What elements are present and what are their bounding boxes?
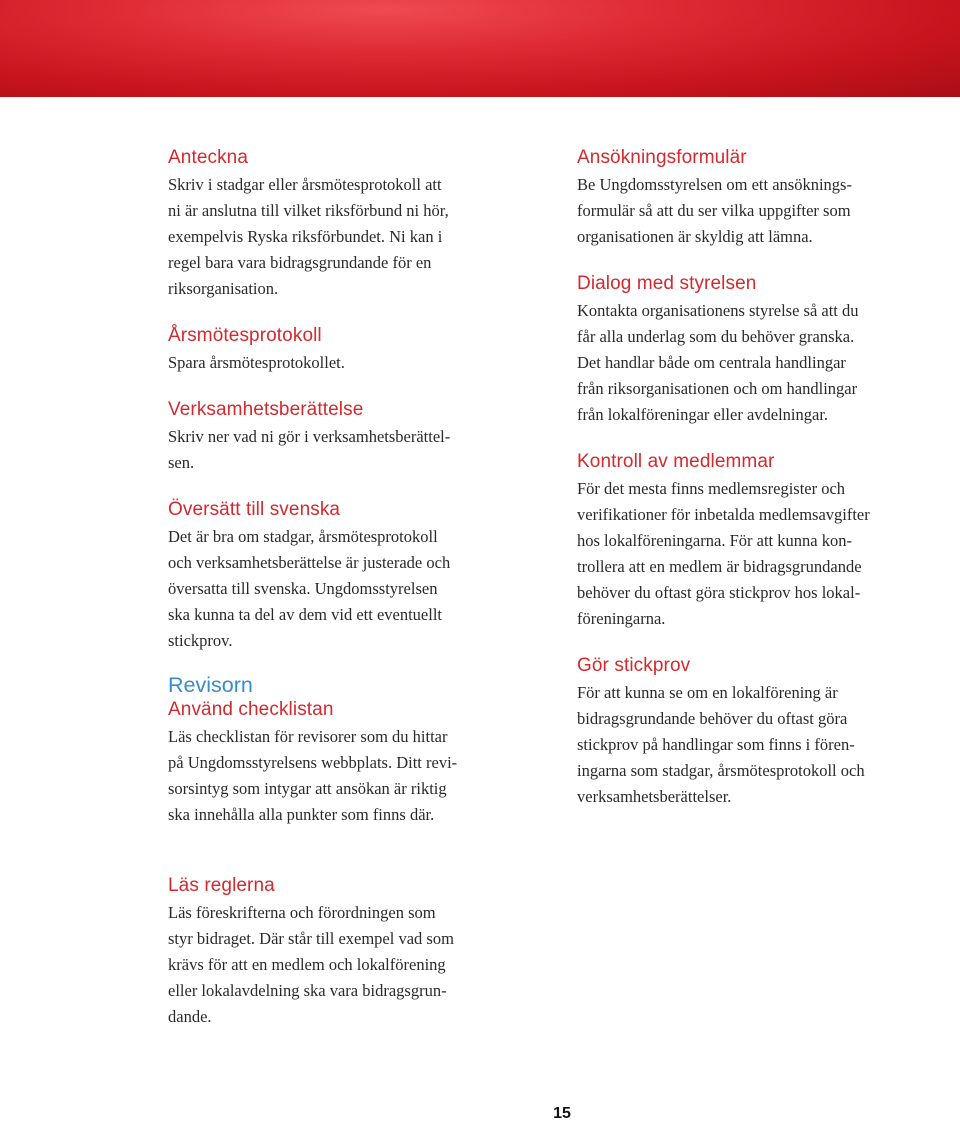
section-ansokningsformular <box>577 146 957 250</box>
section-verksamhetsberattelse <box>168 398 548 476</box>
section-body: För att kunna se om en lokalförening är bidragsgrundande behöver du oftast göra stickprov på handlingar som finns i fören- ingarna som stadgar, årsmötesprotokoll och verksamhetsberättelser. <box>577 683 865 806</box>
section-heading: Använd checklistan <box>168 699 334 720</box>
section-heading: Verksamhetsberättelse <box>168 399 364 420</box>
section-body: Det är bra om stadgar, årsmötesprotokoll och verksamhetsberättelse är justerade och översatta till svenska. Ungdomsstyrelsen ska kunna ta del av dem vid ett eventuellt stickprov. <box>168 527 451 650</box>
section-arsmotesprotokoll <box>168 324 548 376</box>
section-body: Läs föreskrifterna och förordningen som styr bidraget. Där står till exempel vad som krävs för att en medlem och lokalförening eller lokalavdelning ska vara bidragsgrun- dande. <box>168 903 454 1026</box>
section-dialog <box>577 272 957 428</box>
section-heading: Dialog med styrelsen <box>577 273 757 294</box>
section-heading: Anteckna <box>168 147 249 168</box>
section-body: Läs checklistan för revisorer som du hittar på Ungdomsstyrelsens webbplats. Ditt revi- sorsintyg som intygar att ansökan är riktig ska innehålla alla punkter som finns där. <box>168 727 458 824</box>
section-heading: Kontroll av medlemmar <box>577 451 775 472</box>
revisorn-title: Revisorn <box>168 673 253 697</box>
section-revisorn <box>168 672 548 828</box>
section-heading: Läs reglerna <box>168 875 275 896</box>
section-body: Skriv i stadgar eller årsmötesprotokoll att ni är anslutna till vilket riksförbund ni hör, exempelvis Ryska riksförbundet. Ni kan i regel bara vara bidragsgrundande för en riksorganisation. <box>168 175 449 298</box>
section-heading: Gör stickprov <box>577 655 691 676</box>
section-body: Skriv ner vad ni gör i verksamhetsberättel- sen. <box>168 427 451 472</box>
section-body: Be Ungdomsstyrelsen om ett ansöknings- formulär så att du ser vilka uppgifter som organisationen är skyldig att lämna. <box>577 175 852 246</box>
section-heading: Ansökningsformulär <box>577 147 747 168</box>
page-number: 15 <box>553 1105 571 1122</box>
section-body: För det mesta finns medlemsregister och verifikationer för inbetalda medlemsavgifter hos lokalföreningarna. För att kunna kon- trollera att en medlem är bidragsgrundande behöver du oftast göra stickprov hos lokal- föreningarna. <box>577 479 870 628</box>
section-body: Kontakta organisationens styrelse så att du får alla underlag som du behöver granska. Det handlar både om centrala handlingar från riksorganisationen och om handlingar från lokalföreningar eller avdelningar. <box>577 301 859 424</box>
section-oversatt <box>168 498 548 654</box>
header-banner <box>0 0 960 97</box>
section-heading: Årsmötesprotokoll <box>168 325 322 346</box>
bottom-section <box>168 874 548 1030</box>
left-column <box>168 146 548 850</box>
section-anteckna <box>168 146 548 302</box>
section-heading: Översätt till svenska <box>168 499 341 520</box>
section-body: Spara årsmötesprotokollet. <box>168 353 345 372</box>
section-stickprov <box>577 654 957 810</box>
right-column <box>577 146 957 832</box>
section-kontroll <box>577 450 957 632</box>
